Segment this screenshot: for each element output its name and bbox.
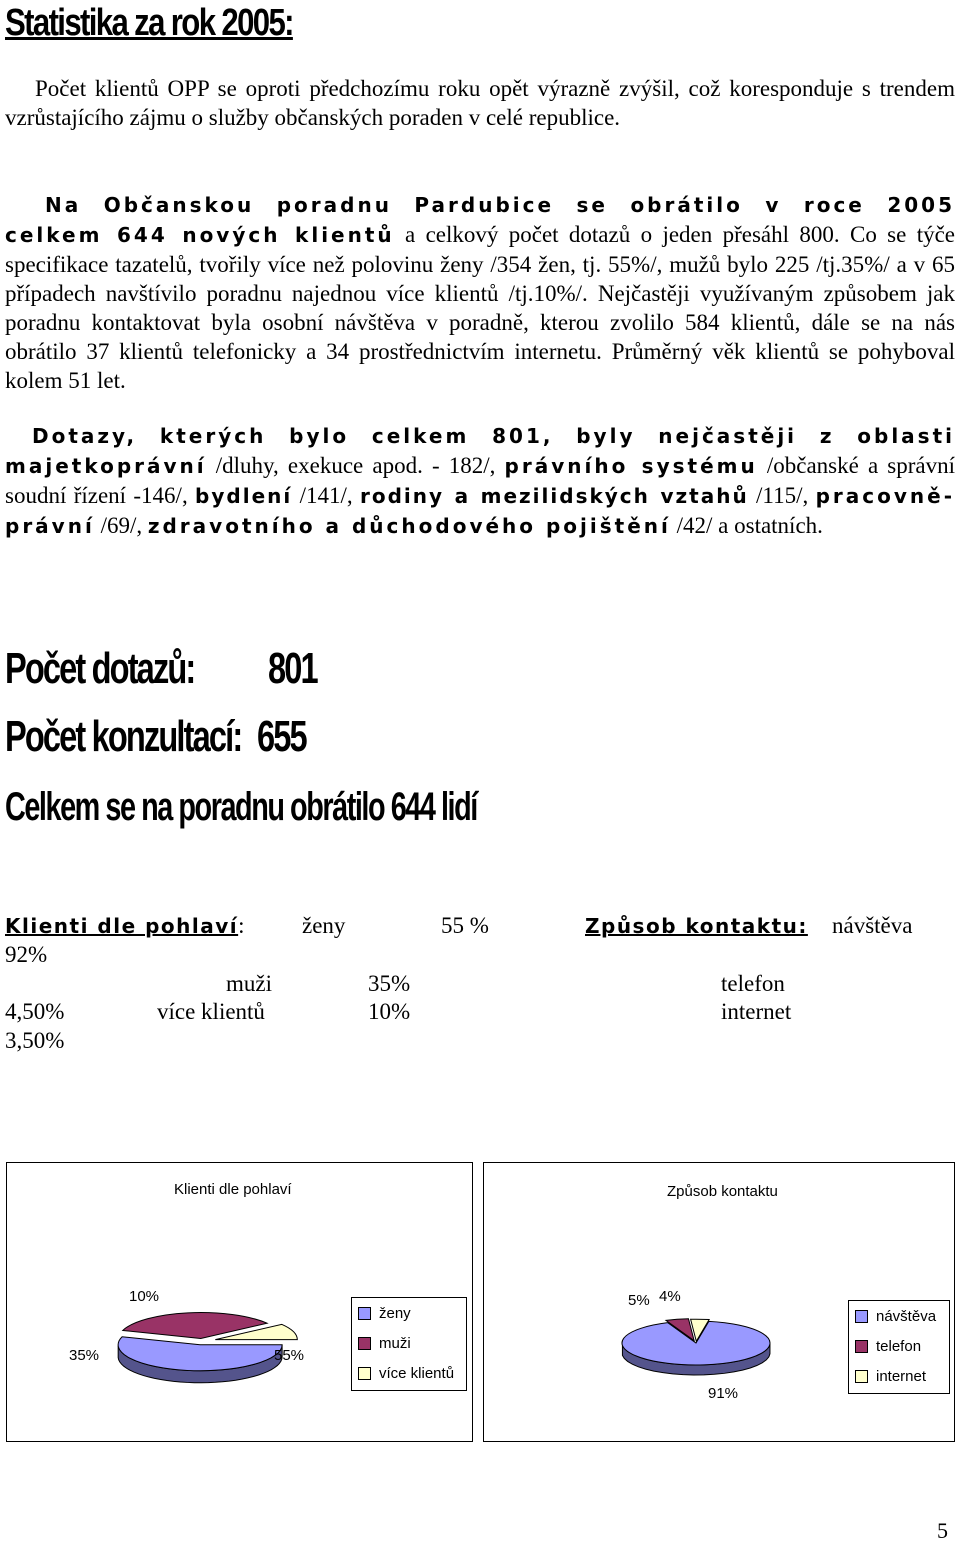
summary-zeny: ženy xyxy=(302,913,346,938)
summary-vice: více klientů xyxy=(157,999,265,1024)
queries-text-3: /141/, xyxy=(292,483,360,508)
queries-text-4: /115/, xyxy=(748,483,816,508)
gender-label: Klienti dle pohlaví xyxy=(5,914,239,938)
legend-item-navsteva xyxy=(849,1301,949,1331)
chart-gender xyxy=(6,1162,473,1442)
legend-item-vice xyxy=(352,1358,466,1388)
legend-item-internet xyxy=(849,1361,949,1391)
page-heading: Statistika za rok 2005: xyxy=(5,2,293,44)
queries-bold-6: zdravotního a důchodového pojištění xyxy=(147,514,671,538)
chart-contact-label-telefon: 5% xyxy=(628,1292,650,1309)
chart-contact-label-internet: 4% xyxy=(659,1288,681,1305)
stat-celkem: Celkem se na poradnu obrátilo 644 lidí xyxy=(5,785,477,829)
queries-bold-2: právního systému xyxy=(504,454,758,478)
summary-navsteva-value: 92% xyxy=(5,942,48,967)
legend-swatch xyxy=(855,1370,868,1383)
queries-bold-1: Dotazy, kterých bylo celkem 801, byly nejčastěji z oblasti majetkoprávní xyxy=(5,424,955,478)
stat-dotazu-value: 801 xyxy=(268,644,317,693)
legend-label: internet xyxy=(876,1367,927,1385)
chart-gender-label-muzi: 35% xyxy=(69,1347,100,1364)
gender-colon: : xyxy=(238,913,245,938)
queries-text-6: /42/ a ostatních. xyxy=(670,513,823,538)
summary-telefon-value: 4,50% xyxy=(5,999,65,1024)
chart-contact-legend xyxy=(848,1300,950,1394)
summary-contact-heading xyxy=(585,913,808,939)
chart-contact xyxy=(483,1162,955,1442)
chart-gender-legend xyxy=(351,1297,467,1391)
paragraph-clients-bold: Na Občanskou poradnu Pardubice se obrátilo v roce 2005 celkem 644 nových klientů xyxy=(5,193,955,247)
stat-dotazu-label: Počet dotazů: xyxy=(5,644,195,693)
summary-navsteva: návštěva xyxy=(832,913,913,938)
legend-swatch xyxy=(358,1367,371,1380)
legend-item-muzi xyxy=(352,1328,466,1358)
summary-gender-heading xyxy=(5,913,245,939)
chart-contact-title: Způsob kontaktu xyxy=(667,1183,778,1200)
chart-gender-label-zeny: 55% xyxy=(274,1347,305,1364)
summary-telefon: telefon xyxy=(721,971,785,996)
legend-swatch xyxy=(855,1340,868,1353)
legend-label: muži xyxy=(379,1334,411,1352)
queries-bold-5: pracovně-právní xyxy=(5,484,955,538)
legend-swatch xyxy=(855,1310,868,1323)
legend-label: telefon xyxy=(876,1337,922,1355)
paragraph-queries xyxy=(5,421,955,541)
paragraph-clients-text: a celkový počet dotazů o jeden přesáhl 800. Co se týče specifikace tazatelů, tvořily více než polovinu ženy /354 žen, tj. 55%/, mužů bylo 225 /tj.35%/ a v 65 případech navštívilo poradnu najednou více klientů /tj.10%/. Nejčastěji využívaným způsobem jak poradnu kontaktovat byla osobní návštěva v poradně, kterou zvolilo 584 klientů, dále se na nás obrátilo 37 klientů telefonicky a 34 prostřednictvím internetu. Průměrný věk klientů se pohyboval kolem 51 let. xyxy=(5,222,955,393)
stat-konzultaci-label: Počet konzultací: xyxy=(5,712,242,761)
summary-zeny-value: 55 % xyxy=(441,913,489,938)
contact-label: Způsob kontaktu: xyxy=(585,914,808,938)
summary-muzi-value: 35% xyxy=(368,971,411,996)
chart-gender-label-vice: 10% xyxy=(129,1288,160,1305)
legend-swatch xyxy=(358,1307,371,1320)
summary-internet: internet xyxy=(721,999,792,1024)
queries-text-5: /69/, xyxy=(94,513,148,538)
queries-text-1: /dluhy, exekuce apod. - 182/, xyxy=(206,453,505,478)
summary-muzi: muži xyxy=(226,971,272,996)
legend-item-telefon xyxy=(849,1331,949,1361)
paragraph-intro: Počet klientů OPP se oproti předchozímu roku opět výrazně zvýšil, což koresponduje s trendem vzrůstajícího zájmu o služby občanských poraden v celé republice. xyxy=(5,76,955,130)
legend-item-zeny xyxy=(352,1298,466,1328)
legend-label: více klientů xyxy=(379,1364,455,1382)
legend-label: ženy xyxy=(379,1304,411,1322)
paragraph-clients xyxy=(5,190,955,395)
legend-swatch xyxy=(358,1337,371,1350)
page-number: 5 xyxy=(937,1518,948,1543)
queries-bold-3: bydlení xyxy=(195,484,293,508)
chart-contact-label-navsteva: 91% xyxy=(708,1385,739,1402)
chart-gender-title: Klienti dle pohlaví xyxy=(174,1181,292,1198)
queries-text-2: /občanské a správní soudní řízení -146/, xyxy=(5,453,956,508)
legend-label: návštěva xyxy=(876,1307,937,1325)
queries-bold-4: rodiny a mezilidských vztahů xyxy=(359,484,749,508)
stat-konzultaci-value: 655 xyxy=(257,712,306,761)
summary-internet-value: 3,50% xyxy=(5,1028,65,1053)
summary-vice-value: 10% xyxy=(368,999,411,1024)
